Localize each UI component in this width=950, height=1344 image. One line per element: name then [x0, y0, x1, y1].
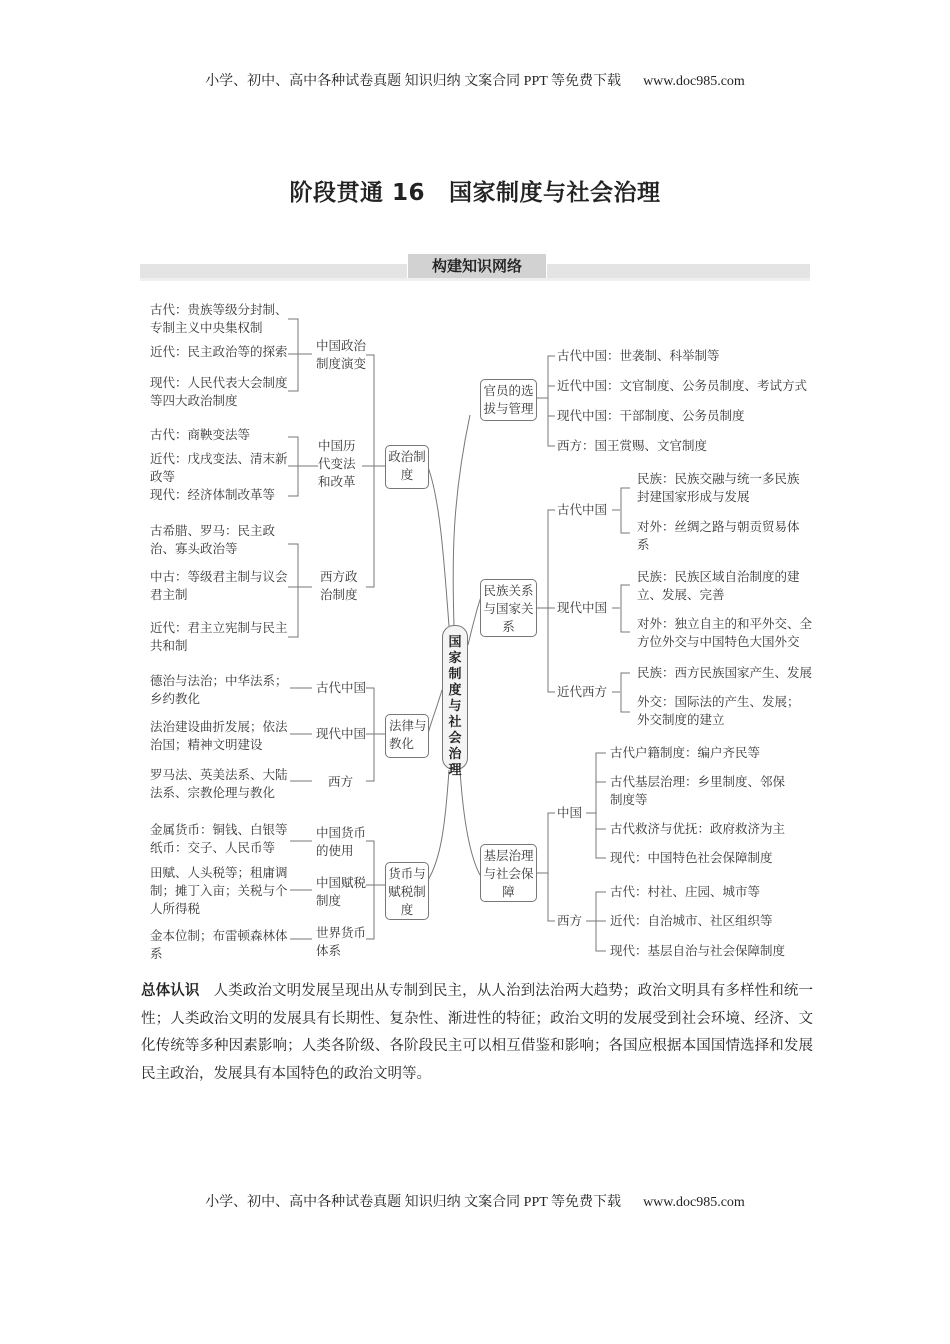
node-officials: 官员的选拔与管理: [480, 379, 537, 421]
node-center-topic: 国家制度与社会治理: [442, 625, 468, 770]
summary-lead: 总体认识: [141, 983, 200, 999]
grassroots-west-item-contemporary: 现代：基层自治与社会保障制度: [610, 943, 786, 958]
politics-group-reforms: 中国历代变法和改革: [318, 438, 356, 489]
currency-group-china-tax: 中国赋税制度: [316, 875, 367, 908]
grassroots-group-china: 中国: [557, 805, 583, 820]
ethnic-group-ancient: 古代中国: [557, 502, 608, 517]
grassroots-china-item-registry: 古代户籍制度：编户齐民等: [610, 745, 761, 760]
grassroots-china-item-local: 古代基层治理：乡里制度、邻保制度等: [610, 774, 786, 807]
law-group-ancient-china: 古代中国: [316, 680, 367, 695]
ethnic-group-modern: 现代中国: [557, 600, 608, 615]
page-header: [0, 70, 950, 90]
summary-text: 人类政治文明发展呈现出从专制到民主，从人治到法治两大趋势；政治文明具有多样性和统一性；人类政治文明的发展具有长期性、复杂性、渐进性的特征；政治文明的发展受到社会环境、经济、文化传统等多种因素影响；人类各阶级、各阶段民主可以相互借鉴和影响；各国应根据本国国情选择和发展民主政治，发展具有本国特色的政治文明等。: [141, 983, 813, 1082]
west-politics-item-medieval: 中古：等级君主制与议会君主制: [150, 569, 288, 602]
ethnic-ancient-item-foreign: 对外：丝绸之路与朝贡贸易体系: [637, 519, 800, 552]
ethnic-west-item-foreign: 外交：国际法的产生、发展；外交制度的建立: [637, 694, 800, 727]
currency-group-world: 世界货币体系: [316, 925, 367, 958]
west-politics-item-modern: 近代：君主立宪制与民主共和制: [150, 620, 288, 653]
summary-paragraph: [141, 978, 813, 1088]
politics-cn-item-modern-era: 近代：民主政治等的探索: [150, 344, 288, 359]
politics-group-cn-evolution: 中国政治制度演变: [316, 338, 367, 371]
politics-cn-item-ancient: 古代：贵族等级分封制、专制主义中央集权制: [150, 302, 288, 335]
currency-group-china-money: 中国货币的使用: [316, 825, 367, 858]
west-politics-item-greece-rome: 古希腊、罗马：民主政治、寡头政治等: [150, 523, 276, 556]
officials-item-contemporary: 现代中国：干部制度、公务员制度: [557, 408, 745, 423]
grassroots-group-west: 西方: [557, 913, 583, 928]
currency-item-china: 金属货币：铜钱、白银等 纸币：交子、人民币等: [150, 822, 288, 855]
officials-item-west: 西方：国王赏赐、文官制度: [557, 438, 708, 453]
title-main: 国家制度与社会治理: [449, 180, 661, 206]
grassroots-west-item-ancient: 古代：村社、庄园、城市等: [610, 884, 761, 899]
node-currency: 货币与赋税制度: [385, 862, 429, 920]
ethnic-ancient-item-ethnic: 民族：民族交融与统一多民族封建国家形成与发展: [637, 471, 800, 504]
law-item-modern: 法治建设曲折发展；依法治国；精神文明建设: [150, 719, 288, 752]
politics-group-west: 西方政治制度: [320, 569, 358, 602]
grassroots-china-item-modern: 现代：中国特色社会保障制度: [610, 850, 773, 865]
law-item-west: 罗马法、英美法系、大陆法系、宗教伦理与教化: [150, 767, 288, 800]
law-item-ancient: 德治与法治；中华法系；乡约教化: [150, 673, 288, 706]
footer-text: 小学、初中、高中各种试卷真题 知识归纳 文案合同 PPT 等免费下载: [205, 1195, 622, 1210]
node-grassroots: 基层治理与社会保障: [480, 844, 537, 902]
reform-item-modern-era: 近代：戊戌变法、清末新政等: [150, 451, 288, 484]
footer-url[interactable]: www.doc985.com: [643, 1195, 745, 1210]
politics-cn-item-contemporary: 现代：人民代表大会制度等四大政治制度: [150, 375, 288, 408]
reform-item-ancient: 古代：商鞅变法等: [150, 427, 251, 442]
grassroots-west-item-modern-era: 近代：自治城市、社区组织等: [610, 913, 773, 928]
officials-item-ancient: 古代中国：世袭制、科举制等: [557, 348, 720, 363]
ethnic-modern-item-ethnic: 民族：民族区域自治制度的建立、发展、完善: [637, 569, 800, 602]
header-text: 小学、初中、高中各种试卷真题 知识归纳 文案合同 PPT 等免费下载: [205, 74, 622, 89]
grassroots-china-item-relief: 古代救济与优抚：政府救济为主: [610, 821, 786, 836]
header-url[interactable]: www.doc985.com: [643, 74, 745, 89]
law-group-modern-china: 现代中国: [316, 726, 367, 741]
currency-item-world: 金本位制；布雷顿森林体系: [150, 928, 288, 961]
officials-item-modern-era: 近代中国：文官制度、公务员制度、考试方式: [557, 378, 808, 393]
section-band-label: 构建知识网络: [407, 254, 547, 278]
currency-item-tax: 田赋、人头税等；租庸调制；摊丁入亩；关税与个人所得税: [150, 865, 288, 916]
node-politics: 政治制度: [385, 445, 429, 489]
ethnic-west-item-ethnic: 民族：西方民族国家产生、发展: [637, 665, 813, 680]
node-ethnic-relations: 民族关系与国家关系: [480, 579, 537, 637]
law-group-west: 西方: [328, 774, 354, 789]
page-footer: [0, 1191, 950, 1211]
ethnic-group-west: 近代西方: [557, 684, 608, 699]
title-prefix: 阶段贯通 16: [289, 180, 425, 206]
reform-item-contemporary: 现代：经济体制改革等: [150, 487, 276, 502]
node-law: 法律与教化: [385, 714, 429, 758]
page-title: [0, 174, 950, 207]
ethnic-modern-item-foreign: 对外：独立自主的和平外交、全方位外交与中国特色大国外交: [637, 616, 813, 649]
